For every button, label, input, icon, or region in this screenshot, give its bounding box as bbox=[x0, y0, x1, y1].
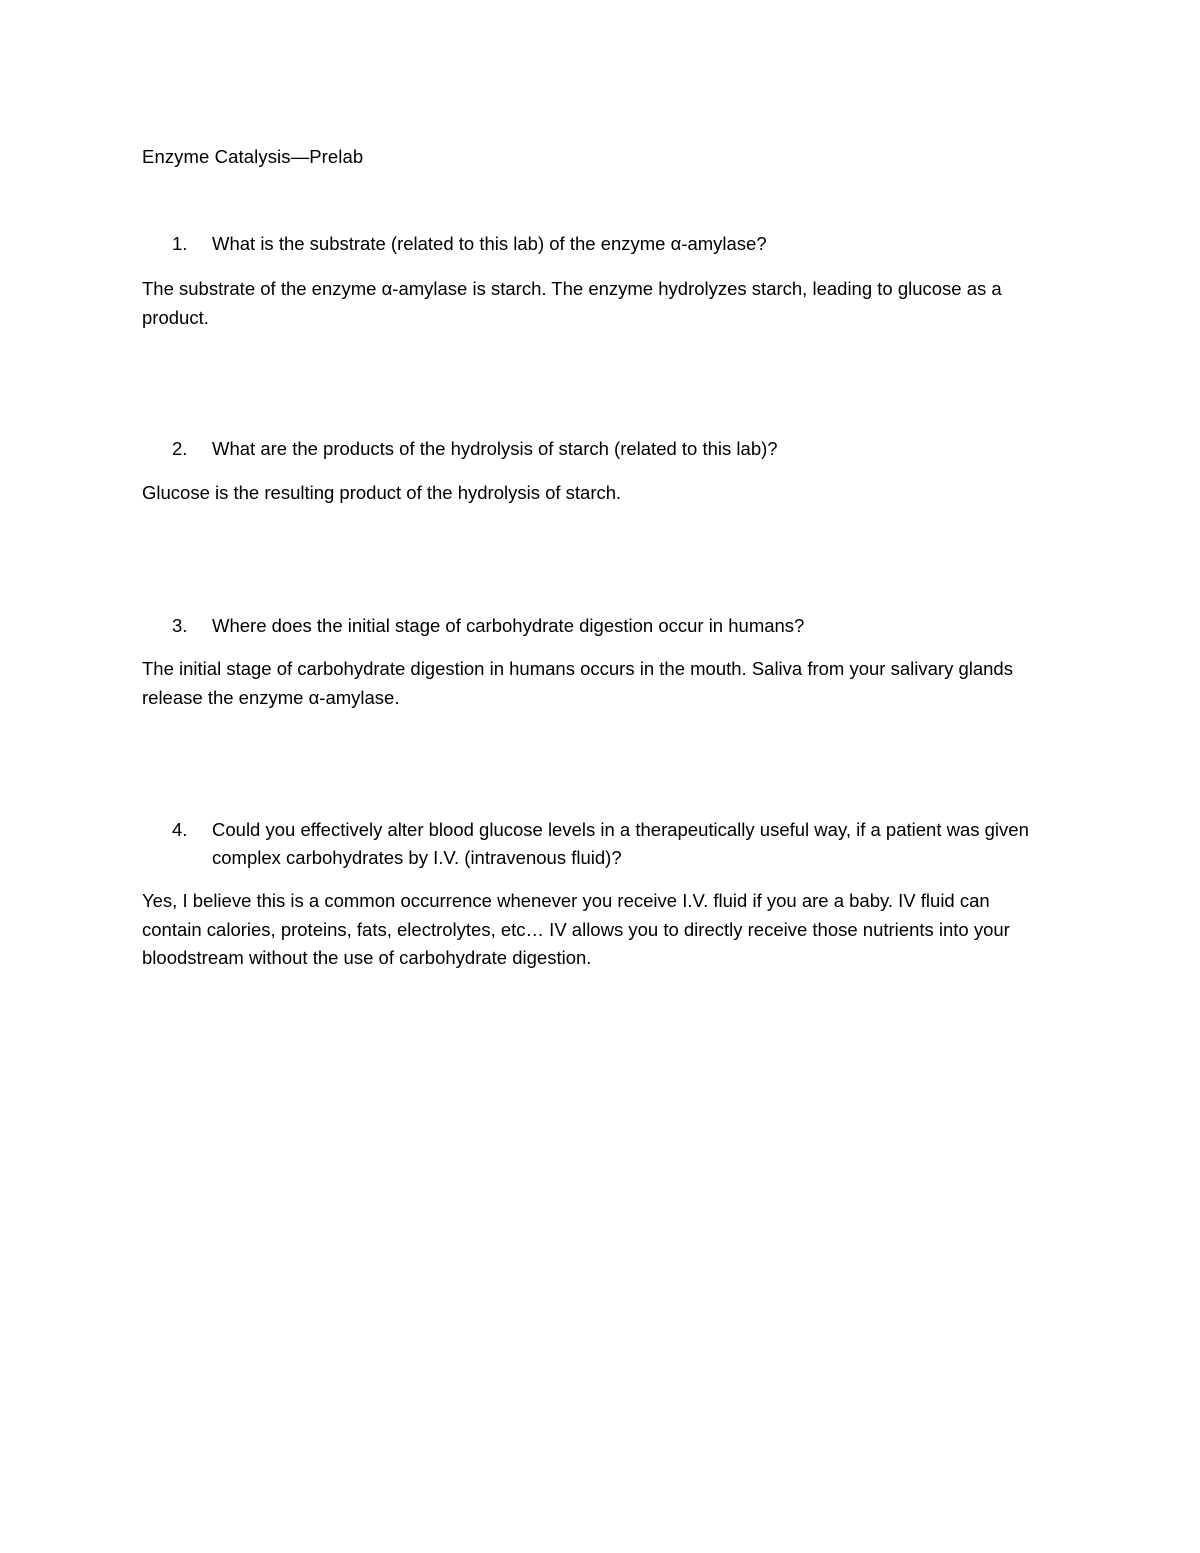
question-3 bbox=[172, 612, 1052, 640]
answer-4: Yes, I believe this is a common occurrence whenever you receive I.V. fluid if you are a baby. IV fluid can contain calories, proteins, fats, electrolytes, etc… IV allows you to directly receive those nutrients into your bloodstream without the use of carbohydrate digestion. bbox=[142, 890, 1010, 968]
question-number: 2. bbox=[172, 438, 188, 459]
answer-3: The initial stage of carbohydrate digestion in humans occurs in the mouth. Saliva from your salivary glands release the enzyme α-amylase. bbox=[142, 658, 1013, 708]
question-4 bbox=[172, 816, 1052, 872]
question-text: What are the products of the hydrolysis of starch (related to this lab)? bbox=[212, 438, 778, 459]
page-title: Enzyme Catalysis—Prelab bbox=[142, 146, 364, 167]
answer-2: Glucose is the resulting product of the hydrolysis of starch. bbox=[142, 482, 622, 503]
question-text: What is the substrate (related to this lab) of the enzyme α-amylase? bbox=[212, 233, 767, 254]
answer-1: The substrate of the enzyme α-amylase is starch. The enzyme hydrolyzes starch, leading to glucose as a product. bbox=[142, 278, 1002, 328]
question-number: 1. bbox=[172, 233, 188, 254]
question-text: Could you effectively alter blood glucose levels in a therapeutically useful way, if a patient was given complex carbohydrates by I.V. (intravenous fluid)? bbox=[212, 819, 1029, 868]
question-text: Where does the initial stage of carbohydrate digestion occur in humans? bbox=[212, 615, 805, 636]
question-2 bbox=[172, 435, 1052, 463]
question-number: 3. bbox=[172, 615, 188, 636]
question-number: 4. bbox=[172, 819, 188, 840]
question-1 bbox=[172, 230, 1052, 258]
